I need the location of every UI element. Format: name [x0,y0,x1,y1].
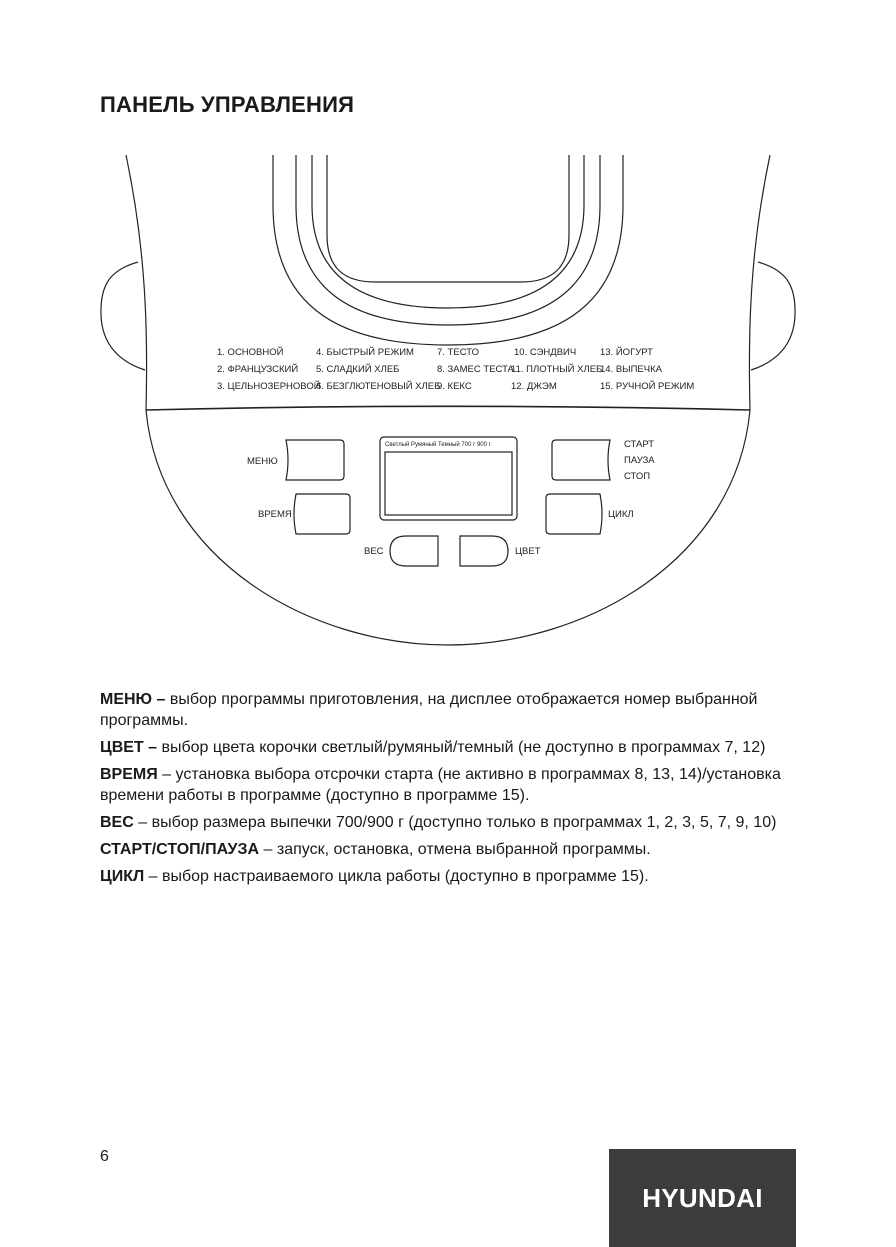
description-key: ВРЕМЯ [100,766,158,783]
program-item: 5. СЛАДКИЙ ХЛЕБ [316,364,400,375]
program-item: 2. ФРАНЦУЗСКИЙ [217,364,299,375]
pause-label: ПАУЗА [624,455,655,466]
description-item [100,812,790,833]
program-item: 9. КЕКС [437,381,472,392]
program-item: 6. БЕЗГЛЮТЕНОВЫЙ ХЛЕБ [316,381,441,392]
description-text: выбор цвета корочки светлый/румяный/темный (не доступно в программах 7, 12) [157,739,766,756]
description-key: МЕНЮ – [100,691,166,708]
description-text: – запуск, остановка, отмена выбранной программы. [259,841,651,858]
panel-top-line [146,406,750,410]
program-item: 14. ВЫПЕЧКА [600,364,662,375]
program-item: 11. ПЛОТНЫЙ ХЛЕБ [511,364,603,375]
description-key: СТАРТ/СТОП/ПАУЗА [100,841,260,858]
program-item: 13. ЙОГУРТ [600,347,653,358]
lcd-inner [385,452,512,515]
display-indicators: Светлый Румяный Темный 700 г 900 г [385,442,491,448]
description-key: ЦИКЛ [100,868,145,885]
program-item: 10. СЭНДВИЧ [514,347,577,358]
color-label: ЦВЕТ [515,546,541,557]
weight-button [390,536,438,566]
program-list [217,346,694,392]
body-left-edge [126,155,147,410]
description-item [100,689,790,731]
lid-outer-frame [273,155,623,345]
description-text: – установка выбора отсрочки старта (не активно в программах 8, 13, 14)/установка времени работы в программе (доступно в программе 15). [100,766,781,804]
menu-button [286,440,344,480]
description-key: ВЕС [100,814,134,831]
start-label: СТАРТ [624,439,655,450]
description-text: выбор программы приготовления, на дисплее отображается номер выбранной программы. [100,691,758,729]
start-pause-stop-button [552,440,610,480]
program-item: 7. ТЕСТО [437,347,480,358]
page-title: ПАНЕЛЬ УПРАВЛЕНИЯ [100,92,355,117]
lcd-display [380,437,517,520]
brand-logo: HYUNDAI [609,1149,796,1247]
description-item [100,866,790,887]
color-button [460,536,508,566]
left-handle [101,262,145,370]
stop-label: СТОП [624,471,651,482]
description-item [100,764,790,806]
window-glass [327,155,569,282]
button-descriptions [100,689,790,893]
lid-frame-3 [312,155,584,308]
description-item [100,839,790,860]
right-handle [751,262,795,370]
menu-label: МЕНЮ [247,456,278,467]
lid-frame-2 [296,155,600,325]
time-button [294,494,350,534]
program-item: 1. ОСНОВНОЙ [217,347,284,358]
program-item: 3. ЦЕЛЬНОЗЕРНОВОЙ [217,381,321,392]
program-item: 8. ЗАМЕС ТЕСТА [437,364,514,375]
time-label: ВРЕМЯ [258,509,292,520]
program-item: 4. БЫСТРЫЙ РЕЖИМ [316,347,414,358]
description-item [100,737,790,758]
page-number: 6 [100,1148,109,1165]
cycle-button [546,494,602,534]
description-text: – выбор настраиваемого цикла работы (доступно в программе 15). [144,868,649,885]
weight-label: ВЕС [364,546,384,557]
program-item: 12. ДЖЭМ [511,381,557,392]
program-item: 15. РУЧНОЙ РЕЖИМ [600,381,695,392]
body-right-edge [749,155,770,410]
description-text: – выбор размера выпечки 700/900 г (доступно только в программах 1, 2, 3, 5, 7, 9, 10) [133,814,777,831]
description-key: ЦВЕТ – [100,739,158,756]
cycle-label: ЦИКЛ [608,509,634,520]
